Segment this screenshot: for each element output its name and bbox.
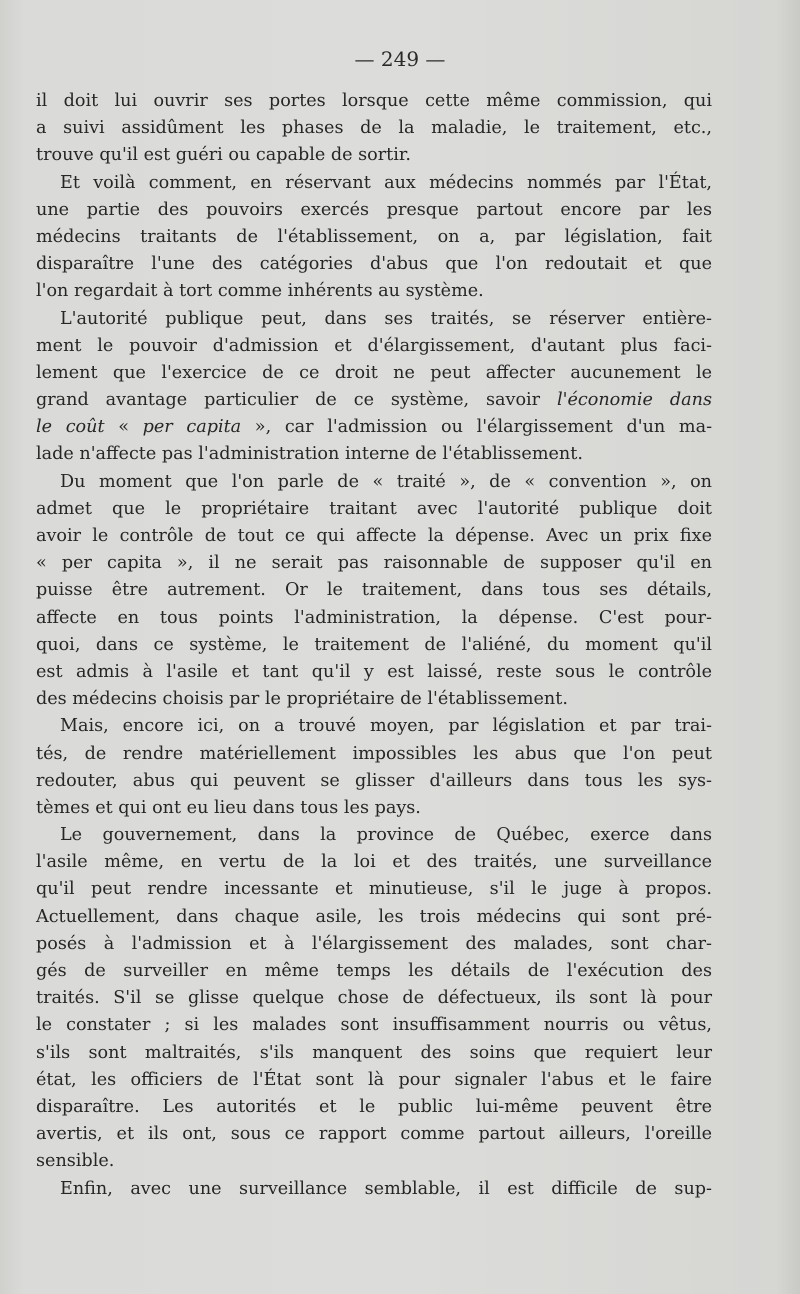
text-line: quoi, dans ce système, le traitement de l'aliéné, du moment qu'il bbox=[36, 634, 712, 655]
paragraph bbox=[36, 469, 712, 714]
text-line: affecte en tous points l'administration, la dépense. C'est pour- bbox=[36, 607, 712, 628]
text-line: le coût « per capita », car l'admission ou l'élargissement d'un ma- bbox=[36, 417, 713, 438]
text-line: avoir le contrôle de tout ce qui affecte la dépense. Avec un prix fixe bbox=[36, 526, 712, 546]
text-line: gés de surveiller en même temps les détails de l'exécution des bbox=[36, 961, 712, 981]
text-line: puisse être autrement. Or le traitement, dans tous ses détails, bbox=[36, 580, 712, 601]
text-line: Enfin, avec une surveillance semblable, il est difficile de sup- bbox=[60, 1178, 712, 1199]
text-line: redouter, abus qui peuvent se glisser d'ailleurs dans tous les sys- bbox=[36, 770, 712, 791]
paragraph bbox=[36, 713, 712, 822]
paragraph bbox=[36, 1176, 712, 1203]
text-line: « per capita », il ne serait pas raisonnable de supposer qu'il en bbox=[36, 553, 712, 574]
text-line: a suivi assidûment les phases de la maladie, le traitement, etc., bbox=[36, 118, 712, 139]
text-line: est admis à l'asile et tant qu'il y est laissé, reste sous le contrôle bbox=[36, 661, 712, 682]
paragraph bbox=[36, 822, 712, 1175]
text-line: disparaître. Les autorités et le public lui-même peuvent être bbox=[36, 1096, 712, 1117]
text-line: lade n'affecte pas l'administration interne de l'établissement. bbox=[36, 444, 583, 465]
text-line: état, les officiers de l'État sont là pour signaler l'abus et le faire bbox=[36, 1069, 712, 1090]
text-line: L'autorité publique peut, dans ses traités, se réserver entière- bbox=[60, 308, 712, 329]
text-line: des médecins choisis par le propriétaire de l'établissement. bbox=[36, 689, 568, 710]
text-line: disparaître l'une des catégories d'abus que l'on redoutait et que bbox=[36, 254, 712, 275]
text-line: Du moment que l'on parle de « traité », de « convention », on bbox=[60, 471, 712, 492]
text-line: admet que le propriétaire traitant avec l'autorité publique doit bbox=[36, 498, 712, 519]
text-line: le constater ; si les malades sont insuffisamment nourris ou vêtus, bbox=[36, 1015, 712, 1036]
text-line: médecins traitants de l'établissement, on a, par législation, fait bbox=[36, 226, 712, 247]
text-line: l'on regardait à tort comme inhérents au système. bbox=[36, 281, 484, 302]
page-number: — 249 — bbox=[354, 47, 446, 71]
text-line: trouve qu'il est guéri ou capable de sortir. bbox=[36, 145, 411, 166]
text-line: avertis, et ils ont, sous ce rapport comme partout ailleurs, l'oreille bbox=[36, 1124, 712, 1145]
text-line: lement que l'exercice de ce droit ne peut affecter aucunement le bbox=[36, 362, 712, 383]
paragraph bbox=[36, 88, 712, 170]
paragraph bbox=[36, 306, 712, 469]
text-line: tés, de rendre matériellement impossibles les abus que l'on peut bbox=[36, 743, 712, 764]
text-line: Et voilà comment, en réservant aux médecins nommés par l'État, bbox=[60, 172, 712, 193]
text-line: Le gouvernement, dans la province de Québec, exerce dans bbox=[60, 825, 712, 846]
text-line: s'ils sont maltraités, s'ils manquent des soins que requiert leur bbox=[36, 1042, 712, 1063]
text-line: qu'il peut rendre incessante et minutieuse, s'il le juge à propos. bbox=[36, 879, 712, 900]
text-line: sensible. bbox=[36, 1151, 115, 1172]
text-line: traités. S'il se glisse quelque chose de défectueux, ils sont là pour bbox=[36, 988, 712, 1009]
text-line: posés à l'admission et à l'élargissement des malades, sont char- bbox=[36, 933, 712, 954]
text-line: Mais, encore ici, on a trouvé moyen, par législation et par trai- bbox=[60, 716, 712, 737]
text-line: tèmes et qui ont eu lieu dans tous les pays. bbox=[36, 797, 421, 818]
text-line: l'asile même, en vertu de la loi et des traités, une surveillance bbox=[36, 852, 712, 873]
paragraph bbox=[36, 170, 712, 306]
text-line: ment le pouvoir d'admission et d'élargissement, d'autant plus faci- bbox=[36, 335, 712, 356]
text-line: une partie des pouvoirs exercés presque partout encore par les bbox=[36, 199, 712, 220]
text-line: il doit lui ouvrir ses portes lorsque cette même commission, qui bbox=[36, 91, 712, 111]
text-line: Actuellement, dans chaque asile, les trois médecins qui sont pré- bbox=[36, 906, 712, 927]
body-text bbox=[36, 88, 712, 1203]
text-line: grand avantage particulier de ce système, savoir l'économie dans bbox=[36, 390, 712, 411]
